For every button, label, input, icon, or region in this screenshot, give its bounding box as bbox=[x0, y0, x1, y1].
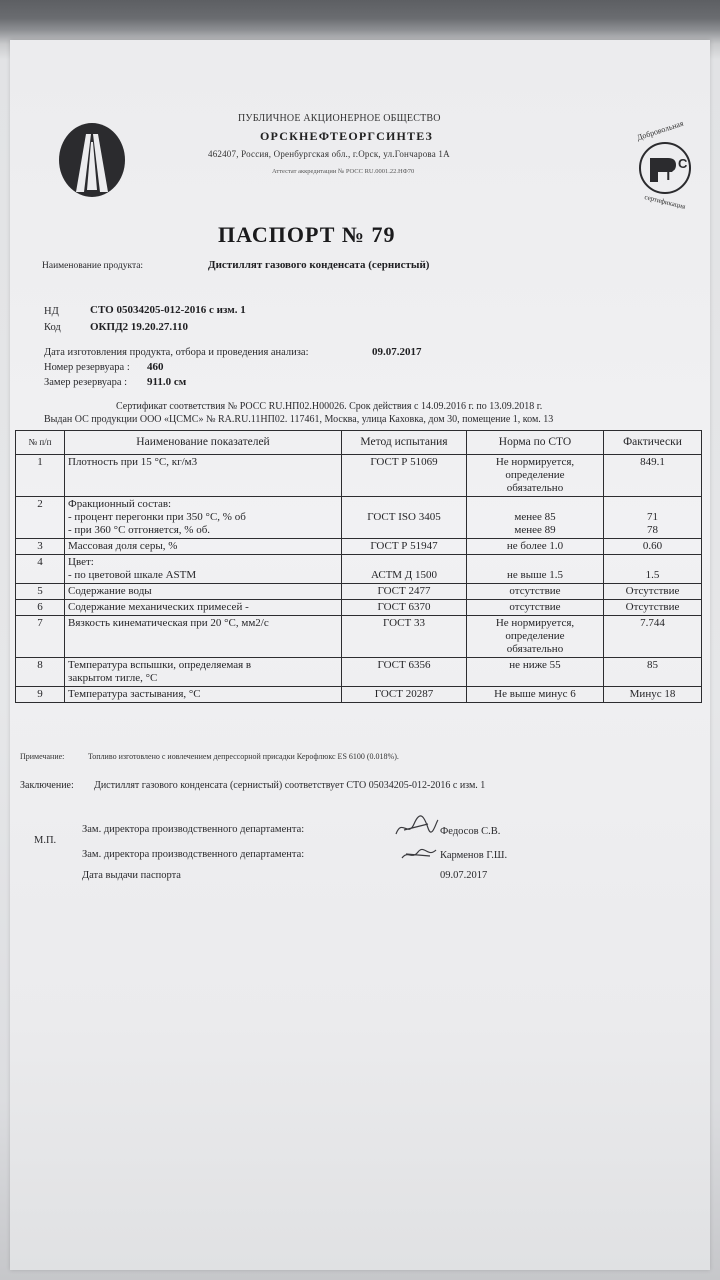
cell-norm-line: определение bbox=[505, 630, 565, 642]
cell-num: 1 bbox=[16, 455, 65, 497]
cell-name bbox=[65, 600, 342, 616]
cell-method-line: ГОСТ 33 bbox=[383, 617, 425, 629]
document-page bbox=[10, 40, 710, 1270]
cell-norm-line: обязательно bbox=[506, 643, 564, 655]
cell-norm bbox=[467, 584, 604, 600]
signatory-1-name: Федосов С.В. bbox=[440, 826, 501, 837]
code-value: ОКПД2 19.20.27.110 bbox=[90, 321, 189, 333]
cell-method bbox=[342, 687, 467, 703]
signature-2-image bbox=[400, 844, 440, 864]
cell-num: 9 bbox=[16, 687, 65, 703]
cell-num: 3 bbox=[16, 539, 65, 555]
cell-actual-line: 7.744 bbox=[640, 617, 665, 629]
cell-norm-line: не ниже 55 bbox=[509, 659, 561, 671]
cell-num: 7 bbox=[16, 616, 65, 658]
cell-name-line: - процент перегонки при 350 °С, % об bbox=[68, 511, 246, 523]
product-label: Наименование продукта: bbox=[42, 261, 144, 271]
cell-actual bbox=[604, 497, 702, 539]
cell-method bbox=[342, 600, 467, 616]
cell-name bbox=[65, 687, 342, 703]
cell-norm bbox=[467, 658, 604, 687]
cell-method bbox=[342, 658, 467, 687]
header-num: № п/п bbox=[16, 431, 65, 455]
cell-method bbox=[342, 555, 467, 584]
cell-norm-line: не выше 1.5 bbox=[507, 569, 563, 581]
table-row bbox=[16, 455, 702, 497]
tank-measure-label: Замер резервуара : bbox=[44, 377, 128, 388]
cell-actual-line bbox=[607, 556, 698, 569]
cell-name-line: Содержание механических примесей - bbox=[68, 601, 249, 613]
cell-method-line: ГОСТ 6370 bbox=[377, 601, 431, 613]
cell-name bbox=[65, 455, 342, 497]
badge-bottom-text: сертификация bbox=[643, 193, 687, 211]
cell-norm bbox=[467, 497, 604, 539]
note-text: Топливо изготовлено с иовлечением депрессорной присадки Керофлюкс ES 6100 (0.018%). bbox=[88, 752, 399, 761]
cell-actual-line bbox=[607, 498, 698, 511]
header-name: Наименование показателей bbox=[65, 431, 342, 455]
stamp-place-label: М.П. bbox=[34, 835, 57, 846]
cell-actual-line: 71 bbox=[647, 511, 658, 523]
cell-actual-line: Отсутствие bbox=[625, 601, 680, 613]
cell-norm-line bbox=[470, 498, 600, 511]
signatory-2-role: Зам. директора производственного департамента: bbox=[82, 849, 305, 860]
cell-method-line: ГОСТ 2477 bbox=[377, 585, 431, 597]
cell-name bbox=[65, 539, 342, 555]
cell-norm-line: отсутствие bbox=[509, 585, 561, 597]
cell-method-line bbox=[345, 556, 463, 569]
table-row bbox=[16, 584, 702, 600]
cell-name bbox=[65, 555, 342, 584]
cell-norm-line: Не нормируется, bbox=[495, 617, 575, 629]
header-org-type: ПУБЛИЧНОЕ АКЦИОНЕРНОЕ ОБЩЕСТВО bbox=[238, 113, 441, 124]
cell-name-line: - при 360 °С отгоняется, % об. bbox=[68, 524, 211, 536]
cell-method-line: ГОСТ 20287 bbox=[374, 688, 434, 700]
cell-norm-line: обязательно bbox=[506, 482, 564, 494]
cell-name bbox=[65, 616, 342, 658]
issue-date-value: 09.07.2017 bbox=[440, 870, 488, 881]
cell-num: 5 bbox=[16, 584, 65, 600]
badge-top-text: Добровольная bbox=[635, 118, 685, 143]
cell-name bbox=[65, 658, 342, 687]
cell-name-line: закрытом тигле, °С bbox=[68, 672, 158, 684]
header-method: Метод испытания bbox=[342, 431, 467, 455]
company-logo bbox=[56, 120, 128, 200]
cell-actual-line: Отсутствие bbox=[625, 585, 680, 597]
code-label: Код bbox=[44, 322, 61, 333]
table-row bbox=[16, 616, 702, 658]
cell-norm bbox=[467, 687, 604, 703]
nd-label: НД bbox=[44, 306, 59, 317]
certificate-line-2: Выдан ОС продукции ООО «ЦСМС» № RA.RU.11НП02. 117461, Москва, улица Каховка, дом 30, помещение 1, ком. 13 bbox=[44, 414, 554, 425]
conclusion-label: Заключение: bbox=[20, 780, 74, 791]
results-table bbox=[15, 430, 702, 703]
cell-method bbox=[342, 584, 467, 600]
cell-norm-line: не более 1.0 bbox=[506, 540, 564, 552]
tank-number-value: 460 bbox=[147, 361, 164, 373]
table-header-row bbox=[16, 431, 702, 455]
cell-norm-line: определение bbox=[505, 469, 565, 481]
cell-actual-line: 0.60 bbox=[642, 540, 663, 552]
cell-name-line: Вязкость кинематическая при 20 °С, мм2/с bbox=[68, 617, 269, 629]
cell-name-line: Температура вспышки, определяемая в bbox=[68, 659, 252, 671]
cell-norm bbox=[467, 455, 604, 497]
signatory-2-name: Карменов Г.Ш. bbox=[440, 850, 508, 861]
cell-actual bbox=[604, 555, 702, 584]
table-row bbox=[16, 658, 702, 687]
cell-method-line: ГОСТ Р 51947 bbox=[370, 540, 438, 552]
cell-method-line bbox=[345, 498, 463, 511]
production-date-value: 09.07.2017 bbox=[372, 346, 422, 358]
cell-actual-line: 78 bbox=[647, 524, 658, 536]
signatory-1-role: Зам. директора производственного департамента: bbox=[82, 824, 305, 835]
cell-name-line: Температура застывания, °С bbox=[68, 688, 201, 700]
cell-method bbox=[342, 497, 467, 539]
cell-actual-line: Минус 18 bbox=[629, 688, 676, 700]
cell-actual-line: 85 bbox=[647, 659, 658, 671]
product-value: Дистиллят газового конденсата (сернистый) bbox=[208, 259, 430, 271]
document-title: ПАСПОРТ № 79 bbox=[218, 222, 396, 247]
cell-norm-line: менее 85 bbox=[514, 511, 556, 523]
cell-name-line: Фракционный состав: bbox=[68, 498, 172, 510]
cell-num: 6 bbox=[16, 600, 65, 616]
certification-badge bbox=[628, 118, 702, 211]
cell-method bbox=[342, 616, 467, 658]
header-actual: Фактически bbox=[604, 431, 702, 455]
cell-name-line: Плотность при 15 °С, кг/м3 bbox=[68, 456, 198, 468]
table-row bbox=[16, 497, 702, 539]
cell-actual bbox=[604, 584, 702, 600]
cell-num: 2 bbox=[16, 497, 65, 539]
cell-norm bbox=[467, 616, 604, 658]
cell-norm-line: отсутствие bbox=[509, 601, 561, 613]
cell-norm-line: Не выше минус 6 bbox=[494, 688, 576, 700]
svg-text:С: С bbox=[678, 156, 688, 171]
cell-method bbox=[342, 539, 467, 555]
svg-text:T: T bbox=[664, 167, 673, 183]
cell-actual-line: 849.1 bbox=[640, 456, 665, 468]
cell-actual bbox=[604, 539, 702, 555]
tank-number-label: Номер резервуара : bbox=[44, 362, 130, 373]
cell-actual-line: 1.5 bbox=[645, 569, 660, 581]
note-label: Примечание: bbox=[20, 752, 65, 761]
table-row bbox=[16, 555, 702, 584]
conclusion-text: Дистиллят газового конденсата (сернистый) соответствует СТО 05034205-012-2016 с изм. 1 bbox=[94, 780, 486, 791]
cell-norm-line bbox=[470, 556, 600, 569]
cell-name-line: Массовая доля серы, % bbox=[68, 540, 178, 552]
cell-method-line: ГОСТ Р 51069 bbox=[370, 456, 438, 468]
cell-actual bbox=[604, 658, 702, 687]
cell-num: 8 bbox=[16, 658, 65, 687]
table-row bbox=[16, 687, 702, 703]
cell-actual bbox=[604, 455, 702, 497]
cell-norm-line: Не нормируется, bbox=[495, 456, 575, 468]
cell-norm bbox=[467, 555, 604, 584]
cell-num: 4 bbox=[16, 555, 65, 584]
header-accreditation: Аттестат аккредитации № РОСС RU.0001.22.НФ70 bbox=[272, 168, 415, 175]
table-body bbox=[16, 455, 702, 703]
cell-actual bbox=[604, 687, 702, 703]
cell-actual bbox=[604, 616, 702, 658]
header-norm: Норма по СТО bbox=[467, 431, 604, 455]
cell-method bbox=[342, 455, 467, 497]
cell-name-line: Содержание воды bbox=[68, 585, 152, 597]
issue-date-label: Дата выдачи паспорта bbox=[82, 870, 181, 881]
cell-method-line: АСТМ Д 1500 bbox=[370, 569, 438, 581]
nd-value: СТО 05034205-012-2016 с изм. 1 bbox=[90, 304, 246, 316]
cell-method-line: ГОСТ ISO 3405 bbox=[367, 511, 441, 523]
production-date-label: Дата изготовления продукта, отбора и проведения анализа: bbox=[44, 347, 309, 358]
tank-measure-value: 911.0 см bbox=[147, 376, 187, 388]
cell-actual bbox=[604, 600, 702, 616]
cell-method-line: ГОСТ 6356 bbox=[377, 659, 431, 671]
header-company-name: ОРСКНЕФТЕОРГСИНТЕЗ bbox=[260, 129, 434, 143]
cell-norm-line: менее 89 bbox=[514, 524, 556, 536]
cell-norm bbox=[467, 600, 604, 616]
cell-name-line: Цвет: bbox=[68, 556, 94, 568]
cell-norm bbox=[467, 539, 604, 555]
cell-name bbox=[65, 584, 342, 600]
table-row bbox=[16, 539, 702, 555]
cell-name bbox=[65, 497, 342, 539]
header-address: 462407, Россия, Оренбургская обл., г.Орск, ул.Гончарова 1А bbox=[208, 149, 450, 159]
certificate-line-1: Сертификат соответствия № РОСС RU.НП02.Н00026. Срок действия с 14.09.2016 г. по 13.09.2018 г. bbox=[116, 401, 543, 412]
table-row bbox=[16, 600, 702, 616]
signature-1-image bbox=[394, 814, 440, 840]
cell-name-line: - по цветовой шкале ASTM bbox=[68, 569, 197, 581]
